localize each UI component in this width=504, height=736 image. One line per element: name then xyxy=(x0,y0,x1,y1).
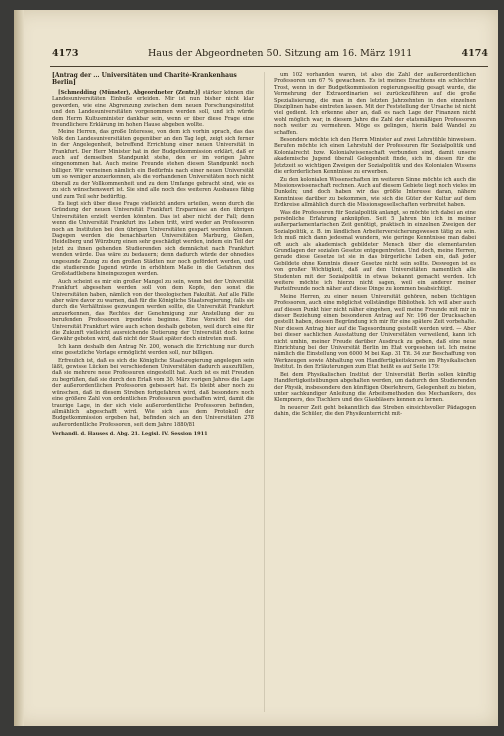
document-page xyxy=(14,10,498,726)
paragraph: Meine Herren, zu einer neuen Universität gehören, neben tüchtigen Professoren, auch eine möglichst vollständige Bibliothek. Ich will aber auch auf diesen Punkt hier nicht näher eingehen, weil meine Freunde mit mir in dieser Beziehung einen besonderen Antrag auf Nr. 196 der Drucksachen gestellt haben, dessen Begründung ich mir für eine spätere Zeit vorbehalte. Nur diesen Antrag hier auf die Tagesordnung gestellt werden wird. — Aber bei dieser sachlichen Ausstattung der Universitäten verweilend, kann ich nicht umhin, meiner Freude darüber Ausdruck zu geben, daß eine neue Einrichtung bei der Universität Berlin im Etat vorgesehen ist. Ich meine nämlich die Einstellung von 6000 M bei Kap. 31 Tit. 34 zur Beschaffung von Werkzeugen sowie Abhaltung von Handfertigkeitskursen im Physikalischen Institut. In den Erläuterungen zum Etat heißt es auf Seite 179: xyxy=(274,293,476,371)
paragraph: In neuerer Zeit geht bekanntlich das Streben einsichtsvoller Pädagogen dahin, die Schüler, die den Physikunterricht mit- xyxy=(274,404,476,418)
paragraph: Es liegt sich über diese Frage vielleicht anders urteilen, wenn durch die Gründung der neuen Universität Frankfurt Ersparnisse an den übrigen Universitäten erzielt werden könnten. Das ist aber nicht der Fall; denn wenn die Universität Frankfurt ins Leben tritt, wird weder an Professoren noch an Instituten bei den übrigen Universitäten gespart werden können. Dagegen werden die benachbarten Universitäten Marburg, Gießen, Heidelberg und Würzburg einen sehr geschädigt werden, indem ein Teil der jetzt zu ihnen gehenden Studierenden sich demnächst nach Frankfurt wenden würde. Das wäre zu bedauern; denn dadurch würde der ohnedies ungesunde Zuzug zu den großen Städten nur noch gefördert werden, und die studierende Jugend würde in erhöhtem Maße in die Gefahren des Großstadtlebens hineingezogen werden. xyxy=(52,200,254,278)
paragraph: Ich kann deshalb den Antrag Nr. 200, wonach die Errichtung nur durch eine gesetzliche Vorlage ermöglicht werden soll, nur billigen. xyxy=(52,343,254,357)
paragraph: Erfreulich ist, daß es sich die Königliche Staatsregierung angelegen sein läßt, gewisse Lücken bei verschiedenen Universitäten dadurch auszufüllen, daß sie mehrere neue Professuren eingestellt hat. Auch ist es mit Freuden zu begrüßen, daß sie durch den Erlaß vom 30. März vorigen Jahres die Lage der außerordentlichen Professoren gebessert hat. Es bleibt aber noch zu wünschen, daß in diesem Streben fortgefahren wird, daß besonders noch eine größere Zahl von ordentlichen Professuren geschaffen wird, damit die traurige Lage, in der sich viele außerordentliche Professoren befinden, allmählich abgeschafft wird. Wie sich aus dem Protokoll der Budgetkommission ergeben hat, befinden sich an den Universitäten 278 außerordentliche Professoren, seit dem Jahre 1880/81 xyxy=(52,357,254,428)
page-spine xyxy=(14,10,24,726)
paragraph: Besonders möchte ich den Herrn Minister auf zwei Lehrstühle hinweisen. Berufen möchte ich einen Lehrstuhl der Professuren für Sozialpolitik und Kolonialrecht bzw. Kolonialwissenschaft verbunden sind, damit unsere akademische Jugend überall Gelegenheit finde, sich in diesen für die Jetztzeit so wichtigen Zweigen der Sozialpolitik und des Kolonialen Wissens die erforderlichen Kenntnisse zu erwerben. xyxy=(274,137,476,176)
left-column xyxy=(52,72,254,712)
page-number-left: 4173 xyxy=(52,48,79,59)
paragraph: Auch scheint es mir ein großer Mangel zu sein, wenn bei der Universität Frankfurt abgesehen werden soll von dem Kopfe, den sonst die Universitäten haben, nämlich von der theologischen Fakultät. Auf alle Fälle aber wäre davor zu warnen, daß für die Königliche Staatsregierung, falls sie durch die Verhältnisse gezwungen werden sollte, die Universität Frankfurt anzuerkennen, das Rechtes der Genehmigung zur Anstellung der zu berufenden Professoren irgendwie beginne. Eine Vorsicht bei der Universität Frankfurt wäre auch schon deshalb geboten, weil durch eine für die Zukunft vielleicht ausreichende Dotierung der Universität doch keine Gewähr geboten wird, daß nicht der Staat später doch eintreten muß. xyxy=(52,278,254,343)
paragraph: Zu den kolonialen Wissenschaften im weiteren Sinne möchte ich auch die Missionswissenschaft rechnen. Auch auf diesem Gebiete liegt noch vieles im Dunkeln; und doch haben wir das größte Interesse daran, nähere Kenntnisse darüber zu bekommen, wie sich die Güter der Kultur auf dem Erdkreise allmählich durch die Missionsgesellschaften verbreitet haben. xyxy=(274,176,476,209)
running-title: Haus der Abgeordneten 50. Sitzung am 16. März 1911 xyxy=(148,48,413,59)
paragraph-text: stärker können die Landesuniversitäten Einbuße erleiden. Mir ist nun bisher nicht klar geworden, wie eine Abgrenzung zwischen dem neuen Forschungsinstitut und den Landesuniversitäten vorgenommen werden soll, und ich würde dem Herrn Kultusminister dankbar sein, wenn er über diese Frage eine freundlichere Erklärung im hohen Hause abgeben wollte. xyxy=(52,90,254,129)
page-header xyxy=(52,48,488,64)
speaker-name: [Schmedding (Münster), Abgeordneter (Zentr.)] xyxy=(58,90,201,96)
paragraph: Meine Herren, das große Interesse, von dem ich vorhin sprach, das das Volk den Landesuniversitäten gegenüber an den Tag legt, zeigt sich ferner in der Angelegenheit, betreffend Errichtung einer neuen Universität in Frankfurt. Der Herr Minister hat in der Budgetkommission erklärt, daß er auch auf demselben Standpunkt stehe, den er im vorigen Jahre eingenommen hat. Auch meine Freunde stehen diesen Standpunkt noch billiger. Wir verneinen nämlich ein Bedürfnis nach einer neuen Universität um so weniger anzuerkennen, als die vorhandenen Universitäten noch nicht überall zu der Vollkommenheit und zu dem Umfange gebracht sind, wie es zu sich wünschenswert ist. Sie sind alle noch des weiteren Ausbaues fähig und zum Teil sehr bedürftig. xyxy=(52,129,254,200)
paragraph: um 102 vorhanden waren, ist also die Zahl der außerordentlichen Professoren um 67 % gewachsen. Es ist meines Erachtens ein schlechter Trost, wenn in der Budgetkommission regierungsseitig gesagt wurde, die Vermehrung der Extraordinarien sei zurückzuführen auf die große Spezialisierung, die man in den letzten Jahrzehnten in den einzelnen Disziplinen habe eintreten lassen. Mit der Feststellung der Ursache ist nicht viel gedient. Ich erkenne aber an, daß es nach Lage der Finanzen nicht wohl möglich war, in diesem Jahre die Zahl der etatsmäßigen Professoren noch weiter zu vermehren. Möge es gelingen, hierin bald Wandel zu schaffen. xyxy=(274,72,476,136)
page-footer: Verhandl. d. Hauses d. Abg. 21. Legisl. IV. Session 1911 xyxy=(52,431,208,438)
section-title: [Antrag der ... Universitäten und Charité-Krankenhaus Berlin] xyxy=(52,72,237,86)
paragraph: Was die Professuren für Sozialpolitik anlangt, so möchte ich dabei an eine persönliche Erfahrung anknüpfen. Seit 5 Jahren bin ich in meiner außerparlamentarischen Zeit genötigt, praktisch in einzelnen Zweigen der Sozialpolitik, z. B. im ländlichen Arbeiterversicherungswesen tätig zu sein. Ich muß mich dann jedesmal wundern, wie geringe Kenntnisse man dabei oft auch als akademisch gebildeter Mensch über die elementarsten Grundlagen der sozialen Gesetze entgegentreten. Und doch, meine Herren, gerade diese Gesetze ist sie in das bürgerliche Leben ein, daß jeder Gebildete ohne Kenntnis dieser Gesetze nicht sein sollte. Deswegen ist es von großer Wichtigkeit, daß auf den Universitäten namentlich alle Studenten mit der Sozialpolitik in etwas bekannt gemacht werden. Ich weitere möchte ich hierzu nicht sagen, weil ein anderer meiner Parteifreunde noch näher auf diese Dinge zu kommen beabsichtigt. xyxy=(274,209,476,293)
paragraph: Bei dem Physikalischen Institut der Universität Berlin sollen künftig Handfertigkeitsübungen abgehalten werden, um dadurch den Studierenden der Physik, insbesondere den künftigen Oberlehrern, Gelegenheit zu bieten, unter sachkundiger Anleitung die Arbeitsmethoden des Mechanikers, des Klempners, des Tischlers und des Glasbläsers kennen zu lernen. xyxy=(274,371,476,404)
page-number-right: 4174 xyxy=(461,48,488,59)
header-rule xyxy=(50,66,488,67)
right-column xyxy=(274,72,476,712)
paragraph xyxy=(52,90,254,128)
column-gutter xyxy=(264,72,265,712)
